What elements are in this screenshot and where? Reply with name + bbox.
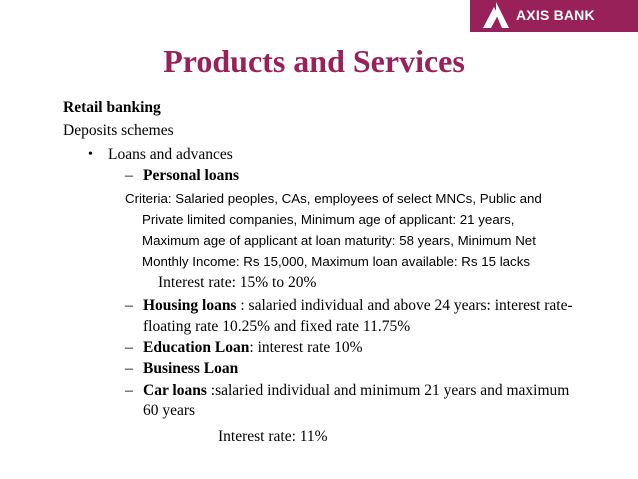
car-loans-detail: :salaried individual and minimum 21 years and maximum [206,382,570,399]
dash-icon: – [125,297,133,314]
education-loan-heading: Education Loan [143,339,250,356]
page-title: Products and Services [163,43,465,79]
criteria-line: Private limited companies, Minimum age of applicant: 21 years, [142,212,515,227]
loans-and-advances: Loans and advances [108,146,233,163]
business-loan-heading: Business Loan [143,360,239,377]
retail-banking-heading: Retail banking [63,99,161,116]
criteria-line: Maximum age of applicant at loan maturity: 58 years, Minimum Net [142,233,536,248]
education-loan-detail: : interest rate 10% [249,339,363,356]
housing-loans-detail: : salaried individual and above 24 years: interest rate- [236,297,573,314]
car-loans-heading: Car loans [143,382,207,399]
housing-loans-rates: floating rate 10.25% and fixed rate 11.75% [143,318,411,335]
logo-text: AXIS BANK [516,7,595,23]
axis-bank-logo [470,0,638,32]
deposits-schemes: Deposits schemes [63,122,174,139]
criteria-line: Criteria: Salaried peoples, CAs, employees of select MNCs, Public and [125,191,542,206]
education-loan-line [143,338,363,358]
car-loans-line [143,381,569,401]
dash-icon: – [125,382,133,399]
axis-logo-icon [482,1,510,29]
housing-loans-heading: Housing loans [143,297,237,314]
dash-icon: – [125,167,133,184]
dash-icon: – [125,339,133,356]
criteria-line: Monthly Income: Rs 15,000, Maximum loan available: Rs 15 lacks [142,254,530,269]
housing-loans-line [143,296,573,316]
dash-icon: – [125,360,133,377]
car-loans-age: 60 years [143,402,196,419]
bullet-icon: • [88,147,93,162]
personal-loans-heading: Personal loans [143,167,240,184]
personal-loan-interest: Interest rate: 15% to 20% [158,274,317,291]
car-loan-interest: Interest rate: 11% [218,428,328,445]
